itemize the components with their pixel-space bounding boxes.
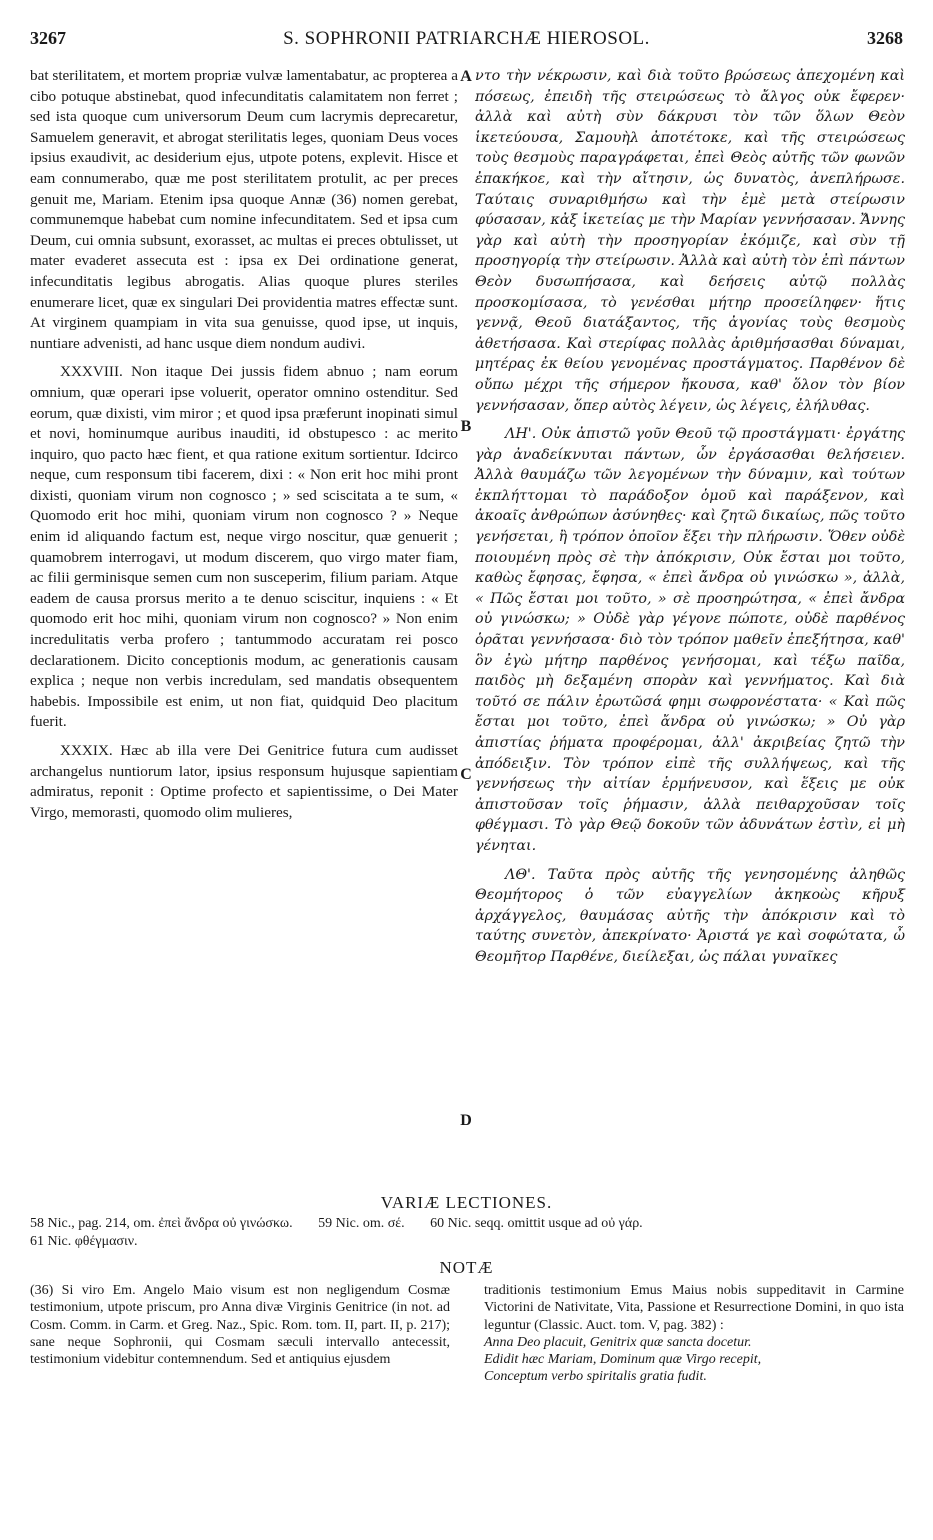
page-number-right: 3268 (867, 28, 903, 48)
verse-line-2: Edidit hæc Mariam, Dominum quæ Virgo recepit, (484, 1352, 762, 1368)
page-header (30, 28, 903, 54)
latin-paragraph-38: XXXVIII. Non itaque Dei jussis fidem abnuo ; nam eorum omnium, quæ operari ipse voluerit, operator omnino ostenditur. Sed eorum, quæ dixisti, vim miror ; et quod ipsa præferunt inopinati simul et novi, hominumque auribus inauditi, id obstupesco : ac merito inquiro, quo pacto hæc fient, et qua ratione exitum sortientur. Idcirco neque, cum responsum tibi facerem, dixi : « Non erit hoc mihi pront dixisti, quoniam virum non cognosco ; » sed sciscitata a te sum, « Quomodo erit hoc mihi, quoniam virum non cognosco ? » Neque enim id aliquando factum est, neque virgo noscitur, quæ genuerit ; quamobrem interrogavi, ut modum discerem, quo virgo mater fiam, ac filii germinisque semen cum non susceperim, filium pariam. Atque eadem de causa prorsus merito a te denuo sciscitur, inquiens : « Et quomodo erit hoc mihi, quoniam virum non cognosco? » Non enim incredulitatis verba profero ; tantummodo accuratam rei posco declarationem. Dicito conceptionis modum, ac generationis causam explica ; neque non verbis incredulam, sed mandatis obsequentem habebis. Impossibile est enim, ut non fiat, quidquid Deo placitum fuerit. (30, 363, 458, 731)
margin-letter-a: A (460, 68, 472, 85)
notae-right-column (484, 1282, 904, 1386)
variae-lectiones-heading: VARIÆ LECTIONES. (380, 1193, 553, 1212)
variant-note-61: 61 Nic. φθέγμασιν. (30, 1234, 138, 1249)
notae-left-column (30, 1282, 450, 1368)
variant-note-60: 60 Nic. seqq. omittit usque ad οὐ γάρ. (430, 1216, 643, 1231)
note-36-continued: traditionis testimonium Emus Maius nobis suppeditavit in Carmine Victorini de Nativitate, Vita, Passione et Resurrectione Domini, in quo ista leguntur (Classic. Auct. tom. V, pag. 382) : (484, 1283, 904, 1333)
greek-column (475, 66, 905, 968)
note-36: (36) Si viro Em. Angelo Maio visum est non negligendum Cosmæ testimonium, utpote priscum, pro Anna divæ Virginis Genitrice (in not. ad Cosm. Comm. in Carm. et Greg. Naz., Spic. Rom. tom. II, part. II, p. 217); sane neque Sophronii, qui Cosmam sæculi intervallo antecessit, testimonium videbitur contemnendum. Sed et antiquius ejusdem (30, 1283, 450, 1368)
variant-note-58: 58 Nic., pag. 214, om. ἐπεὶ ἄνδρα οὐ γινώσκω. (30, 1216, 293, 1231)
variae-lectiones (30, 1215, 903, 1251)
notae-heading: NOTÆ (439, 1258, 494, 1277)
margin-letter-d: D (460, 1112, 472, 1129)
latin-column (30, 66, 458, 823)
greek-paragraph-38: ΛΗ'. Οὐκ ἀπιστῶ γοῦν Θεοῦ τῷ προστάγματι· ἐργάτης γὰρ ἀναδείκνυται πάντων, ὧν ἐργάσασθαι θελήσειεν. Ἀλλὰ θαυμάζω τῶν λεγομένων τὴν δύναμιν, καὶ τούτων ἐκπλήττομαι τὸ παράδοξον ὁμοῦ καὶ παράξενον, καὶ ἀκοαῖς ἀνθρώπων ἀσύνηθες· καὶ ζητῶ δικαίως, πῶς τοῦτο γενήσεται, ἢ τρόπον ὁποῖον ἕξει τὴν πλήρωσιν. Ὅθεν οὐδὲ ποιουμένη πρὸς σὲ τὴν ἀπόκρισιν, Οὐκ ἔσται μοι τοῦτο, καθὼς ἔφησας, ἔφησα, « ἐπεὶ ἄνδρα οὐ γινώσκω », ἀλλὰ, « Πῶς ἔσται μοι τοῦτο, » σὲ προσηρώτησα, « ἐπεὶ ἄνδρα οὐ γινώσκω; » Οὐδὲ γὰρ γέγονε πώποτε, οὐδὲ παρθένος ὁρᾶται γεννήσασα· διὸ τὸν τρόπον μαθεῖν ἐπεξήτησα, καθ' ὃν ἐγὼ μήτηρ παρθένος γενήσομαι, καὶ τέξω παῖδα, παιδὸς μὴ δεξαμένη σπορὰν καὶ γεννήματος. Καὶ διὰ τοῦτό σε πάλιν ἐρωτῶσά φημι σωφρονέστατα· « Καὶ πῶς ἔσται μοι τοῦτο, ἐπεὶ ἄνδρα οὐ γινώσκω; » Οὐ γὰρ ἀπιστίας ῥήματα προφέρομαι, ἀλλ' ἀκριβείας ζητῶ τὴν ἀπόδειξιν. Τὸν τρόπον εἰπὲ τῆς συλλήψεως, καὶ τῆς γεννήσεως τὴν αἰτίαν ἑρμήνευσον, καὶ ἕξεις με οὐκ ἀπιστοῦσαν τοῖς ῥήμασιν, ἀλλὰ πειθαρχοῦσαν τοῖς φθέγμασι. Τὸ γὰρ Θεῷ δοκοῦν τῶν ἀδυνάτων ἐστὶν, εἰ μὴ γένηται. (475, 426, 905, 854)
verse-line-3: Conceptum verbo spiritalis gratia fudit. (484, 1369, 707, 1385)
latin-paragraph-1: bat sterilitatem, et mortem propriæ vulvæ lamentabatur, ac propterea a cibo potuque abstinebat, quod infecunditatis calamitatem non ferret ; sed ista quoque cum universorum Deum cum lacrymis deprecaretur, Samuelem generavit, et abrogat sterilitatis leges, quoniam Deus voces ipsius exaudivit, ac desiderium ejus, utpote potens, explevit. Hisce et eam connumerabo, quæ me post sterilitatem protulit, ac per preces genuit me, Mariam. Etenim ipsa quoque Annæ (36) nomen gerebat, communemque habebat cum nomine infecunditatem. Sed et ipsa cum Deum, cui omnia subsunt, exorasset, ac multas ei preces obtulisset, ut mater evaderet assecuta est : ipsa ex Dei ordinatione generat, infecunditatis legibus abrogatis. Alias quoque plures steriles enumerare licet, quæ ex singulari Dei providentia matres effectæ sunt. At virginem quampiam in vita sua genuisse, quod ipse, ut inquis, nuntiare advenisti, ad hanc usque diem nondum audivi. (30, 67, 458, 352)
latin-paragraph-39: XXXIX. Hæc ab illa vere Dei Genitrice futura cum audisset archangelus nuntiorum lator, ipsius responsum hujusque sapientiam admiratus, reponit : Optime profecto et sapientissime, o Dei Mater Virgo, memorasti, quomodo olim mulieres, (30, 742, 458, 821)
margin-letter-b: B (460, 418, 472, 435)
verse-line-1: Anna Deo placuit, Genitrix quæ sancta docetur. (484, 1334, 752, 1350)
greek-paragraph-39: ΛΘ'. Ταῦτα πρὸς αὐτῆς τῆς γενησομένης ἀληθῶς Θεομήτορος ὁ τῶν εὐαγγελίων ἀκηκοὼς κῆρυξ ἀρχάγγελος, θαυμάσας αὐτῆς τὴν ἀπόκρισιν καὶ τὸ ταύτης συνετὸν, ἀπεκρίνατο· Ἀριστά γε καὶ σοφώτατα, ὦ Θεομῆτορ Παρθένε, διείλεξαι, ὡς πάλαι γυναῖκες (475, 866, 905, 965)
greek-paragraph-1: ντο τὴν νέκρωσιν, καὶ διὰ τοῦτο βρώσεως ἀπεχομένη καὶ πόσεως, ἐπειδὴ τῆς στειρώσεως τὸ ἄλγος οὐκ ἔφερεν· ἀλλὰ καὶ αὐτὴ σὺν δάκρυσι τὸν τῶν ὅλων Θεὸν ἱκετεύουσα, Σαμουὴλ ἀποτέτοκε, καὶ τῆς στειρώσεως τοὺς θεσμοὺς παραγράφεται, ἐπεὶ Θεὸς αὐτῆς τῶν φωνῶν ἐπακήκοε, καὶ τὴν αἴτησιν, ὡς δυνατὸς, ἀνεπλήρωσε. Ταύταις συναριθμήσω καὶ τὴν ἐμὲ μετὰ στείρωσιν φύσασαν, κἀξ ἱκετείας με τὴν Μαρίαν γεννήσασαν. Ἄννης γὰρ καὶ αὐτὴ τὴν προσηγορίαν ἐκόμιζε, καὶ σὺν τῇ προσηγορίᾳ τὴν στείρωσιν. Ἀλλὰ καὶ αὐτὴ τὸν ἐπὶ πάντων Θεὸν δυσωπήσασα, καὶ δεήσεις αὐτῷ πολλὰς προσκομίσασα, τὸ γενέσθαι μήτηρ προσείληφεν· ἥτις γεννᾷ, Θεοῦ διατάξαντος, τῆς ἀγονίας τοὺς θεσμοὺς ἀθετήσασα. Καὶ στερίφας πολλὰς ἀριθμήσασθαι δύναμαι, μητέρας ἐκ θείου γενομένας προστάγματος. Παρθένον δὲ οὔπω μέχρι τῆς σήμερον ἤκουσα, καθ' ὅλον τὸν βίον γεννήσασαν, ὅπερ αὐτὸς λέγειν, ὡς λέγεις, ἐλήλυθας. (475, 68, 905, 414)
variant-note-59: 59 Nic. om. σέ. (318, 1216, 405, 1231)
page-number-left: 3267 (30, 28, 66, 48)
margin-letter-c: C (460, 766, 472, 783)
running-title: S. SOPHRONII PATRIARCHÆ HIEROSOL. (283, 28, 650, 49)
